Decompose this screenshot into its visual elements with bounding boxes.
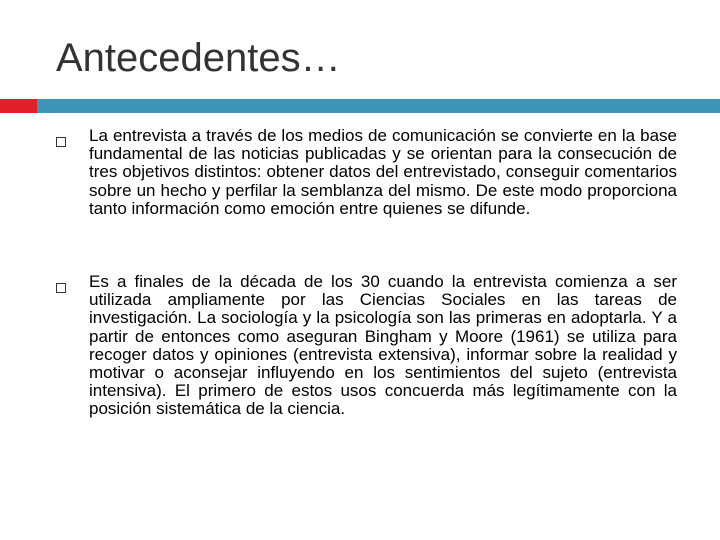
square-bullet-icon — [56, 283, 66, 293]
square-bullet-icon — [56, 137, 66, 147]
bullet-paragraph-1: La entrevista a través de los medios de comunicación se convierte en la base fundamental de las noticias publicadas y se orientan para la consecución de tres objetivos distintos: obtener datos del entrevistado, conseguir comentarios sobre un hecho y perfilar la semblanza del mismo. De este modo proporciona tanto información como emoción entre quienes se difunde. — [89, 126, 677, 218]
bullet-paragraph-2: Es a finales de la década de los 30 cuando la entrevista comienza a ser utilizada ampliamente por las Ciencias Sociales en las tareas de investigación. La sociología y la psicología son las primeras en adoptarla. Y a partir de entonces como aseguran Bingham y Moore (1961) se utiliza para recoger datos y opiniones (entrevista extensiva), informar sobre la realidad y motivar o aconsejar influyendo en los sentimientos del sujeto (entrevista intensiva). El primero de estos usos concuerda más legítimamente con la posición sistemática de la ciencia. — [89, 272, 677, 419]
slide-title: Antecedentes… — [56, 36, 341, 80]
title-accent-bar — [0, 99, 37, 113]
title-divider-bar — [37, 99, 720, 113]
